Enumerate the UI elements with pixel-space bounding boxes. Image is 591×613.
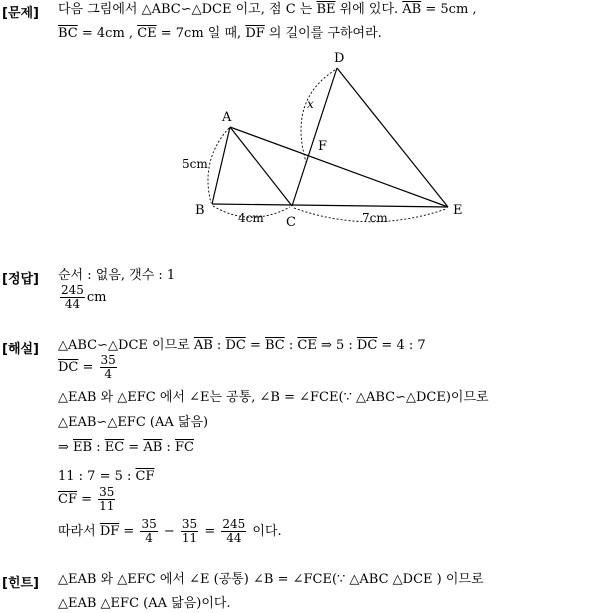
label-b: B (195, 203, 205, 218)
answer-label: [정답] (2, 272, 39, 287)
answer-fraction: $\frac{245}{44}$ (61, 283, 84, 311)
solution-line-8: 따라서 $\overline{DF}$ = $\frac{35}{4}$ − $\frac{35}{11}$ = $\frac{245}{44}$ 이다. (58, 517, 282, 545)
hint-line-1: △EAB 와 △EFC 에서 ∠E (공통) ∠B = ∠FCE(∵ △ABC △DCE ) 이므로 (58, 572, 484, 587)
solution-line-4: △EAB∽△EFC (AA 닮음) (58, 415, 209, 430)
label-d: D (334, 51, 345, 66)
problem-line-2: $\overline{BC} = 4cm$ , $\overline{CE} = 7cm$ 일 때, $\overline{DF}$ 의 길이를 구하여라. (58, 26, 382, 41)
arc-ab (208, 128, 229, 203)
hint-label: [힌트] (2, 576, 39, 591)
label-x: x (307, 97, 314, 111)
segment-dc (292, 68, 337, 206)
label-f: F (318, 139, 328, 154)
problem-label: [문제] (2, 6, 39, 21)
label-ab-length: 5cm (182, 157, 208, 171)
solution-line-5: ⇒ $\overline{EB}$ : $\overline{EC} = \overline{AB}$ : $\overline{FC}$ (58, 440, 194, 455)
answer-line-1: 순서 : 없음, 갯수 : 1 (58, 268, 176, 283)
solution-label: [해설] (2, 342, 39, 357)
label-ce-length: 7cm (362, 211, 388, 225)
label-c: C (286, 215, 296, 230)
solution-line-2: $\overline{DC}$ = $\frac{35}{4}$ (58, 353, 116, 381)
label-bc-length: 4cm (238, 211, 264, 225)
label-a: A (222, 110, 232, 125)
solution-line-3: △EAB 와 △EFC 에서 ∠E는 공통, ∠B = ∠FCE(∵ △ABC∽△DCE)이므로 (58, 390, 489, 405)
solution-line-1: △ABC∽△DCE 이므로 $\overline{AB}$ : $\overline{DC} = \overline{BC}$ : $\overline{CE}$ ⇒ 5 : $\overline{DC} = 4$ : 7 (58, 338, 426, 353)
solution-line-6: 11 : 7 = 5 : $\overline{CF}$ (58, 469, 155, 484)
solution-line-7: $\overline{CF}$ = $\frac{35}{11}$ (58, 485, 115, 513)
segment-be (212, 204, 448, 207)
geometry-figure (0, 0, 591, 240)
answer-value: $\frac{245}{44}$ cm (61, 283, 107, 311)
hint-line-2: △EAB △EFC (AA 닮음)이다. (58, 596, 231, 611)
problem-line-1: 다음 그림에서 △ABC∽△DCE 이고, 점 C 는 $\overline{BE}$ 위에 있다. $\overline{AB} = 5cm$ , (58, 2, 477, 17)
label-e: E (453, 203, 463, 218)
